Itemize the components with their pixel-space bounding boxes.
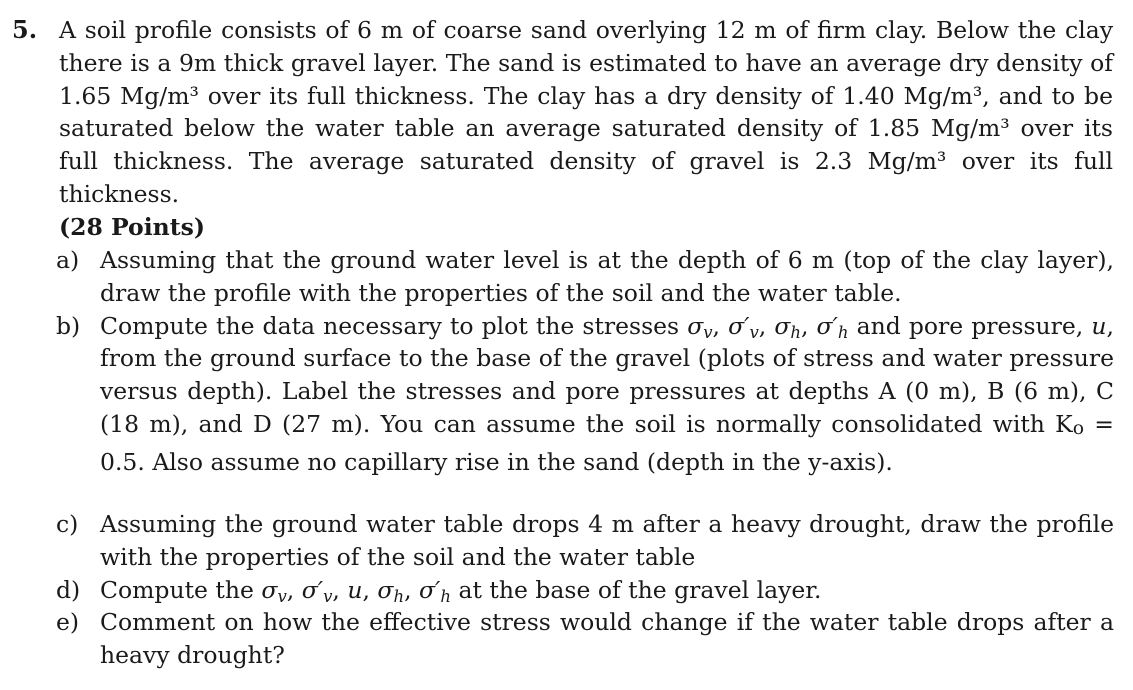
sigma-h-effective-symbol: $\sigma'_h$: [816, 311, 849, 342]
question-intro-block: [59, 14, 1113, 244]
pore-pressure-symbol: u: [1091, 311, 1107, 340]
part-e-text: Comment on how the effective stress would change if the water table drops after a heavy drought?: [100, 608, 1114, 670]
part-b-text-3: , from the ground surface to the base of the gravel (plots of stress and water pressure versus depth). Label the stresses and pore pressures at depths A (0 m), B (6 m), C (18 m), and D (27 m). You can assume the soil is normally consolidated with K: [100, 311, 1114, 438]
part-b: b) Compute the data necessary to plot the stresses $\sigma_v$, $\sigma'_v$, $\sigma_h$, $\sigma'_h$ and pore pressure, u, from the ground surface to the base of the gravel (plots of stress and water pressure versus depth). Label the stresses and pore pressures at depths A (0 m), B (6 m), C (18 m), and D (27 m). You can assume the soil is normally consolidated with Ko = 0.5. Also assume no capillary rise in the sand (depth in the y-axis).: [56, 311, 1114, 476]
part-b-text-4: = 0.5. Also assume no capillary rise in the sand (depth in the y-axis).: [100, 409, 1114, 476]
part-a-text: Assuming that the ground water level is at the depth of 6 m (top of the clay layer), draw the profile with the properties of the soil and the water table.: [100, 246, 1114, 307]
sigma-h-symbol: $\sigma_h$: [774, 311, 801, 342]
part-d: d) Compute the $\sigma_v$, $\sigma'_v$, u, $\sigma_h$, $\sigma'_h$ at the base of the gravel layer.: [56, 575, 822, 606]
subquestions-group-1: [56, 244, 1114, 478]
part-d-text-2: at the base of the gravel layer.: [458, 575, 822, 604]
part-c-text: Assuming the ground water table drops 4 m after a heavy drought, draw the profile with the properties of the soil and the water table: [100, 510, 1114, 571]
d-sigma-h-symbol: $\sigma_h$: [377, 575, 405, 606]
part-a-label: a): [56, 246, 80, 274]
d-sigma-h-effective-symbol: $\sigma'_h$: [419, 575, 451, 606]
d-pore-pressure-symbol: u: [347, 575, 363, 604]
d-sigma-v-symbol: $\sigma_v$: [261, 575, 287, 606]
part-b-label: b): [56, 311, 81, 340]
part-b-text-1: Compute the data necessary to plot the stresses: [100, 311, 680, 340]
part-b-text-2: and pore pressure,: [856, 311, 1084, 340]
part-e-label: e): [56, 608, 80, 637]
question-points: (28 Points): [59, 212, 205, 241]
sigma-v-symbol: $\sigma_v$: [687, 311, 713, 342]
part-d-label: d): [56, 575, 81, 604]
subquestions-group-2: [56, 508, 1114, 672]
k-zero-subscript: o: [1072, 417, 1085, 439]
part-c: [56, 508, 1114, 574]
question-number: 5.: [12, 15, 38, 44]
part-a: [56, 244, 1114, 310]
question-intro: A soil profile consists of 6 m of coarse sand overlying 12 m of firm clay. Below the clay there is a 9m thick gravel layer. The sand is estimated to have an average dry density of 1.65 Mg/m³ over its full thickness. The clay has a dry density of 1.40 Mg/m³, and to be saturated below the water table an average saturated density of 1.85 Mg/m³ over its full thickness. The average saturated density of gravel is 2.3 Mg/m³ over its full thickness.: [59, 16, 1113, 208]
part-d-text-1: Compute the: [100, 575, 254, 604]
part-c-label: c): [56, 510, 79, 538]
d-sigma-v-effective-symbol: $\sigma'_v$: [301, 575, 333, 606]
part-e: [56, 606, 1114, 672]
sigma-v-effective-symbol: $\sigma'_v$: [728, 311, 759, 342]
